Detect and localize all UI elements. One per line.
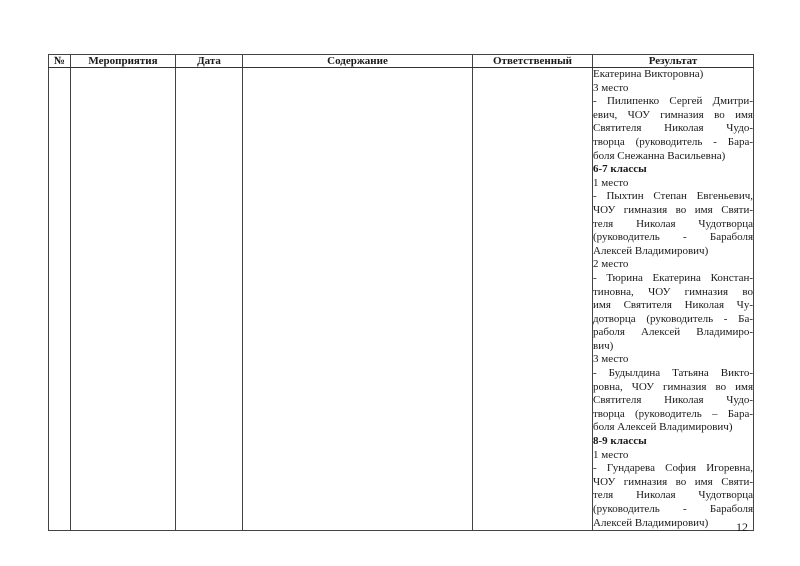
cell-responsible [473, 68, 593, 531]
result-text-line: ровна, ЧОУ гимназия во имя [593, 380, 753, 393]
result-section-heading: 8-9 классы [593, 435, 647, 448]
result-text-line: Святителя Николая Чудо- [593, 394, 753, 407]
events-table [48, 54, 754, 531]
result-text-line: 1 место [593, 176, 629, 189]
result-text-line: ЧОУ гимназия во имя Святи- [593, 475, 753, 488]
header-no: № [49, 55, 71, 68]
result-text-line: дотворца (руководитель - Ба- [593, 312, 753, 325]
result-text-line: раболя Алексей Владимиро- [593, 326, 753, 339]
result-section-heading: 6-7 классы [593, 163, 647, 176]
header-result: Результат [593, 55, 754, 68]
result-text-line: 3 место [593, 353, 629, 366]
result-text-line: теля Николая Чудотворца [593, 217, 753, 230]
result-text-line: Алексей Владимирович) [593, 244, 709, 257]
result-text-line: ЧОУ гимназия во имя Святи- [593, 203, 753, 216]
result-text-line: боля Снежанна Васильевна) [593, 149, 726, 162]
result-text-line: - Гундарева София Игоревна, [593, 462, 753, 475]
cell-date [176, 68, 243, 531]
result-text-line: творца (руководитель – Бара- [593, 407, 753, 420]
result-text-line: Святителя Николая Чудо- [593, 122, 753, 135]
header-events: Мероприятия [71, 55, 176, 68]
table-row [49, 68, 754, 531]
cell-result [593, 68, 754, 531]
result-text-line: теля Николая Чудотворца [593, 489, 753, 502]
result-text-line: - Тюрина Екатерина Констан- [593, 271, 753, 284]
result-text-line: Алексей Владимирович) [593, 516, 709, 529]
result-text-line: 2 место [593, 258, 629, 271]
result-text-line: вич) [593, 339, 614, 352]
result-text-line: - Будылдина Татьяна Викто- [593, 367, 753, 380]
header-responsible: Ответственный [473, 55, 593, 68]
cell-events [71, 68, 176, 531]
result-text-line: творца (руководитель - Бара- [593, 135, 753, 148]
result-text-line: Екатерина Викторовна) [593, 68, 704, 80]
result-text-line: 1 место [593, 448, 629, 461]
page-number: 12 [736, 520, 748, 534]
header-date: Дата [176, 55, 243, 68]
result-text-line: тиновна, ЧОУ гимназия во [593, 285, 753, 298]
result-text-line: (руководитель - Бараболя [593, 231, 753, 244]
result-text-line: боля Алексей Владимирович) [593, 421, 733, 434]
header-content: Содержание [243, 55, 473, 68]
result-text-line: (руководитель - Бараболя [593, 503, 753, 515]
result-text-line: - Пыхтин Степан Евгеньевич, [593, 190, 753, 203]
result-text-line: имя Святителя Николая Чу- [593, 299, 753, 312]
cell-content [243, 68, 473, 531]
result-text-line: - Пилипенко Сергей Дмитри- [593, 95, 753, 108]
cell-no [49, 68, 71, 531]
result-text-line: 3 место [593, 81, 629, 94]
result-text-line: евич, ЧОУ гимназия во имя [593, 108, 753, 121]
table-header-row [49, 55, 754, 68]
